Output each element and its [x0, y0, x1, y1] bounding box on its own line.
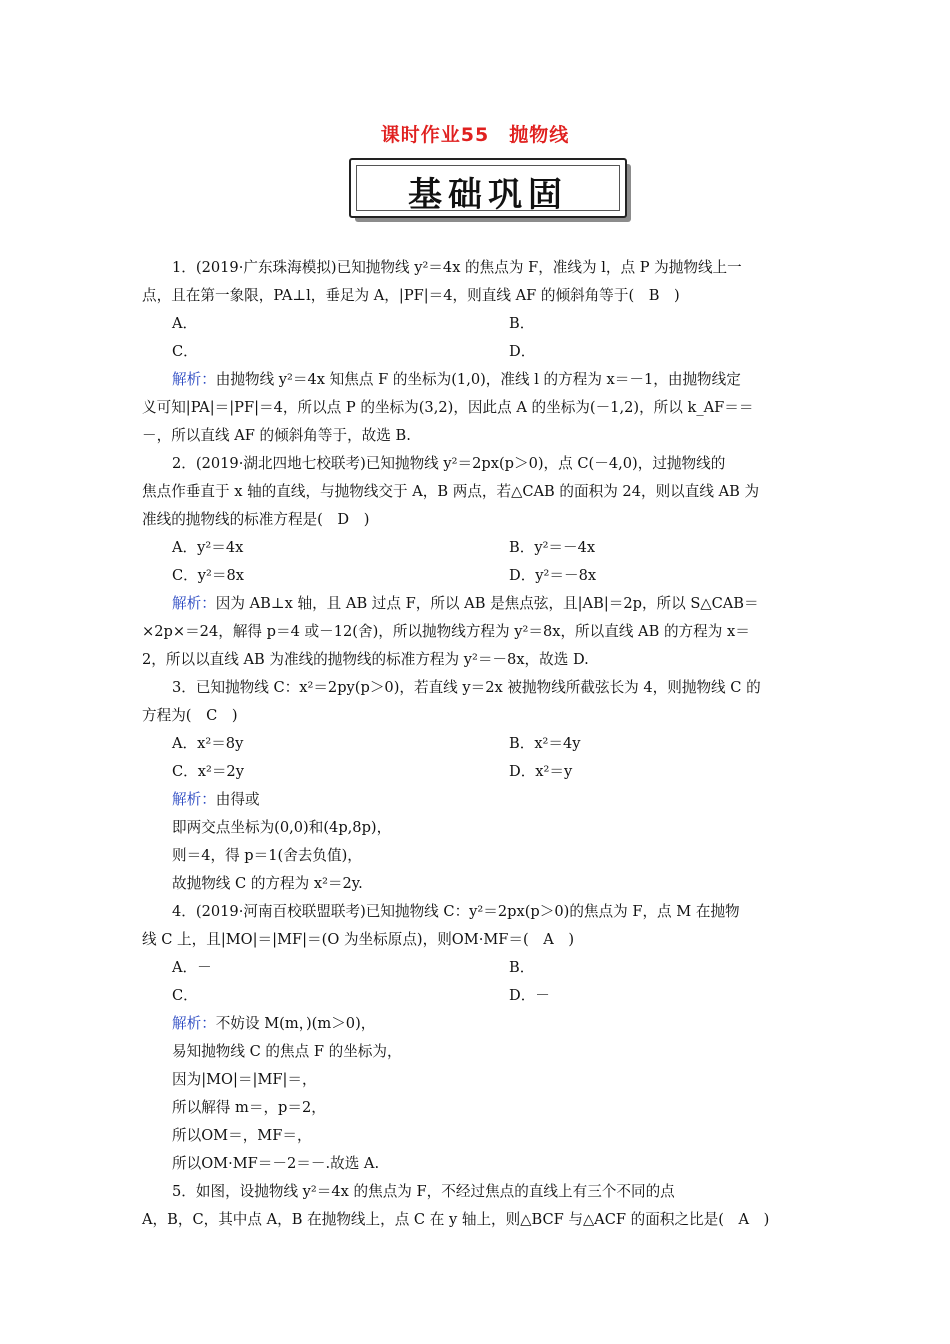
question-5-line-1: 5．如图，设抛物线 y²＝4x 的焦点为 F，不经过焦点的直线上有三个不同的点	[172, 1183, 675, 1200]
solution-2-text: 因为 AB⊥x 轴，且 AB 过点 F，所以 AB 是焦点弦，且|AB|＝2p，所以 S△CAB＝	[215, 595, 759, 612]
banner-frame	[349, 158, 627, 218]
solution-3-line-3: 则＝4，得 p＝1(舍去负值)，	[172, 847, 362, 864]
q3-option-a: A．x²＝8y	[172, 735, 244, 752]
question-1-line-1: 1．(2019·广东珠海模拟)已知抛物线 y²＝4x 的焦点为 F，准线为 l，点 P 为抛物线上一	[172, 259, 742, 276]
solution-1-line-3: －，所以直线 AF 的倾斜角等于，故选 B.	[142, 427, 411, 444]
solution-2-line-3: 2，所以以直线 AB 为准线的抛物线的标准方程为 y²＝－8x，故选 D.	[142, 651, 589, 668]
solution-3-line-4: 故抛物线 C 的方程为 x²＝2y.	[172, 875, 363, 892]
solution-4-text: 不妨设 M(m，)(m＞0)，	[215, 1015, 376, 1032]
solution-2-line-1	[172, 594, 842, 614]
q4-option-a: A．－	[172, 959, 212, 976]
page-title: 课时作业55 抛物线	[380, 124, 570, 146]
q4-option-c: C．	[172, 987, 198, 1004]
q1-option-b: B．	[509, 315, 535, 332]
q1-option-d: D．	[509, 343, 536, 360]
solution-4-line-2: 易知抛物线 C 的焦点 F 的坐标为，	[172, 1043, 402, 1060]
q1-option-c: C．	[172, 343, 198, 360]
q2-option-c: C．y²＝8x	[172, 567, 244, 584]
q3-option-c: C．x²＝2y	[172, 763, 244, 780]
q1-option-a: A．	[172, 315, 198, 332]
solution-3-line-1	[172, 790, 842, 810]
q2-option-d: D．y²＝－8x	[509, 567, 597, 584]
section-banner	[349, 158, 631, 222]
solution-1-line-1	[172, 370, 842, 390]
solution-label: 解析：	[172, 791, 216, 808]
question-3-line-2: 方程为( C )	[142, 707, 238, 724]
solution-label: 解析：	[172, 1015, 216, 1032]
question-1-line-2: 点，且在第一象限，PA⊥l，垂足为 A，|PF|＝4，则直线 AF 的倾斜角等于( B )	[142, 287, 680, 304]
q3-option-b: B．x²＝4y	[509, 735, 581, 752]
solution-4-line-1	[172, 1014, 842, 1034]
q2-option-a: A．y²＝4x	[172, 539, 244, 556]
banner-label: 基础巩固	[408, 175, 568, 215]
solution-2-line-2: ×2p×＝24，解得 p＝4 或－12(舍)，所以抛物线方程为 y²＝8x，所以直线 AB 的方程为 x＝	[142, 623, 750, 640]
q4-option-b: B．	[509, 959, 535, 976]
question-2-line-2: 焦点作垂直于 x 轴的直线，与抛物线交于 A，B 两点，若△CAB 的面积为 24，则以直线 AB 为	[142, 483, 760, 500]
solution-1-line-2: 义可知|PA|＝|PF|＝4，所以点 P 的坐标为(3,2)，因此点 A 的坐标为(－1,2)，所以 k_AF＝＝	[142, 399, 754, 416]
question-5-line-2: A，B，C，其中点 A，B 在抛物线上，点 C 在 y 轴上，则△BCF 与△ACF 的面积之比是( A )	[142, 1211, 770, 1228]
question-2-line-3: 准线的抛物线的标准方程是( D )	[142, 511, 370, 528]
q2-option-b: B．y²＝－4x	[509, 539, 596, 556]
q3-option-d: D．x²＝y	[509, 763, 573, 780]
solution-label: 解析：	[172, 371, 216, 388]
solution-4-line-3: 因为|MO|＝|MF|＝，	[172, 1071, 317, 1088]
solution-1-text: 由抛物线 y²＝4x 知焦点 F 的坐标为(1,0)，准线 l 的方程为 x＝－1，由抛物线定	[215, 371, 741, 388]
question-2-line-1: 2．(2019·湖北四地七校联考)已知抛物线 y²＝2px(p＞0)，点 C(－4,0)，过抛物线的	[172, 455, 726, 472]
solution-label: 解析：	[172, 595, 216, 612]
question-3-line-1: 3．已知抛物线 C：x²＝2py(p＞0)，若直线 y＝2x 被抛物线所截弦长为 4，则抛物线 C 的	[172, 679, 761, 696]
solution-4-line-5: 所以OM＝，MF＝，	[172, 1127, 312, 1144]
solution-3-text: 由得或	[215, 791, 260, 808]
solution-4-line-6: 所以OM·MF＝－2＝－.故选 A.	[172, 1155, 380, 1172]
question-4-line-1: 4．(2019·河南百校联盟联考)已知抛物线 C：y²＝2px(p＞0)的焦点为 F，点 M 在抛物	[172, 903, 740, 920]
question-4-line-2: 线 C 上，且|MO|＝|MF|＝(O 为坐标原点)，则OM·MF＝( A )	[142, 931, 575, 948]
solution-4-line-4: 所以解得 m＝，p＝2，	[172, 1099, 326, 1116]
solution-3-line-2: 即两交点坐标为(0,0)和(4p,8p)，	[172, 819, 392, 836]
q4-option-d: D．－	[509, 987, 550, 1004]
